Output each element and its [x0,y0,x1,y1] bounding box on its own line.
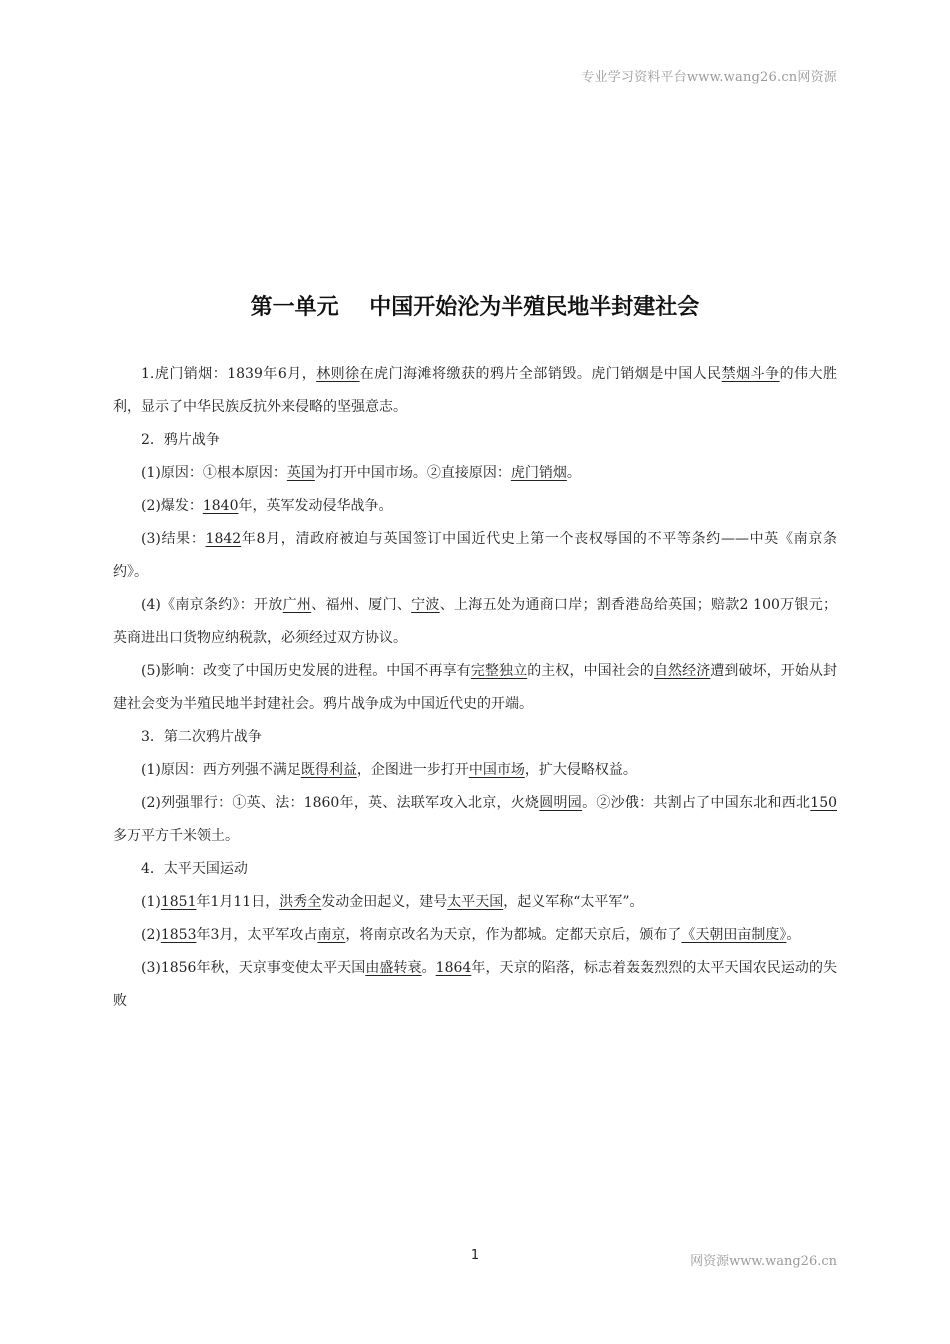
paragraph-text: 的伟大胜利，显示了中华民族反抗外来侵略的坚强意志。 [113,366,838,415]
underlined-answer: 中国市场 [468,762,525,778]
paragraph-text: 年，英军发动侵华战争。 [238,498,393,514]
page-number: 1 [470,1248,480,1263]
paragraph [113,655,837,721]
paragraph-text: (2)列强罪行：①英、法：1860年，英、法联军攻入北京，火烧 [141,795,540,811]
underlined-answer: 英国 [286,465,315,481]
paragraph-text: 年8月，清政府被迫与英国签订中国近代史上第一个丧权辱国的不平等条约——中英《南京条约》。 [113,531,837,580]
paragraph-text: ，企图进一步打开 [356,762,469,778]
underlined-answer: 《天朝田亩制度》 [681,927,787,943]
paragraph-text: 4．太平天国运动 [141,861,248,877]
paragraph-text: (2)爆发： [141,498,203,514]
paragraph-text: 1.虎门销烟：1839年6月， [141,366,317,382]
paragraph [113,490,837,523]
underlined-answer: 既得利益 [300,762,357,778]
underlined-answer: 由盛转衰 [365,960,422,976]
paragraph-text: (1) [141,894,161,910]
paragraph-text: 2．鸦片战争 [141,432,220,448]
page-title: 第一单元 中国开始沦为半殖民地半封建社会 [250,295,700,320]
paragraph-text: (4)《南京条约》：开放 [141,597,283,613]
paragraph-text: 。 [786,927,801,943]
paragraph [113,919,837,952]
paragraph-text: (5)影响：改变了中国历史发展的进程。中国不再享有 [141,663,471,679]
underlined-answer: 1853 [160,927,197,943]
paragraph [113,721,837,754]
underlined-answer: 完整独立 [470,663,528,679]
underlined-answer: 自然经济 [653,663,711,679]
underlined-answer: 南京 [317,927,346,943]
underlined-answer: 宁波 [411,597,440,613]
underlined-answer: 1840 [202,498,239,514]
paragraph-text: 年1月11日， [196,894,280,910]
paragraph-text: 。 [566,465,581,481]
underlined-answer: 太平天国 [447,894,504,910]
paragraph-text: 。 [421,960,436,976]
underlined-answer: 圆明园 [539,795,583,811]
paragraph-text: 、福州、厦门、 [311,597,412,613]
paragraph [113,457,837,490]
paragraph [113,523,837,589]
underlined-answer: 洪秀全 [279,894,322,910]
paragraph-text: (3)结果： [141,531,206,547]
paragraph-text: 、上海五处为通商口岸；割香港岛给英国；赔款2 100万银元；英商进出口货物应纳税款，必须经过双方协议。 [113,597,838,646]
paragraph-text: ，起义军称“太平军”。 [503,894,644,910]
paragraph-text: 年3月，太平军攻占 [196,927,318,943]
paragraph-text: ，将南京改名为天京，作为都城。定都天京后，颁布了 [345,927,682,943]
underlined-answer: 虎门销烟 [510,465,567,481]
header-watermark: 专业学习资料平台www.wang26.cn网资源 [581,70,837,85]
paragraph [113,424,837,457]
paragraph [113,787,837,853]
underlined-answer: 1851 [160,894,197,910]
paragraph-text: 。②沙俄：共割占了中国东北和西北 [582,795,811,811]
underlined-answer: 1842 [205,531,242,547]
paragraph [113,589,837,655]
paragraph-text: (1)原因：西方列强不满足 [141,762,301,778]
paragraph-text: 发动金田起义，建号 [321,894,448,910]
footer-watermark: 网资源www.wang26.cn [690,1254,837,1269]
paragraph [113,754,837,787]
paragraph-text: 年，天京的陷落，标志着轰轰烈烈的太平天国农民运动的失败 [113,960,838,1009]
underlined-answer: 150 [810,795,838,811]
paragraph-text: 的主权，中国社会的 [527,663,654,679]
paragraph-text: 遭到破坏，开始从封建社会变为半殖民地半封建社会。鸦片战争成为中国近代史的开端。 [113,663,838,712]
paragraph-text: 多万平方千米领土。 [113,828,239,844]
paragraph-text: ，扩大侵略权益。 [524,762,637,778]
paragraph-text: (2) [141,927,161,943]
paragraph-text: (1)原因：①根本原因： [141,465,287,481]
underlined-answer: 林则徐 [316,366,360,382]
paragraph-text: 为打开中国市场。②直接原因： [314,465,511,481]
underlined-answer: 禁烟斗争 [721,366,780,382]
underlined-answer: 1864 [435,960,472,976]
paragraph-text: 3．第二次鸦片战争 [141,729,262,745]
paragraph [113,952,837,1018]
paragraph-text: (3)1856年秋，天京事变使太平天国 [141,960,366,976]
document-body [113,358,837,1018]
paragraph-text: 在虎门海滩将缴获的鸦片全部销毁。虎门销烟是中国人民 [359,366,722,382]
paragraph [113,886,837,919]
paragraph [113,358,837,424]
underlined-answer: 广州 [282,597,312,613]
paragraph [113,853,837,886]
